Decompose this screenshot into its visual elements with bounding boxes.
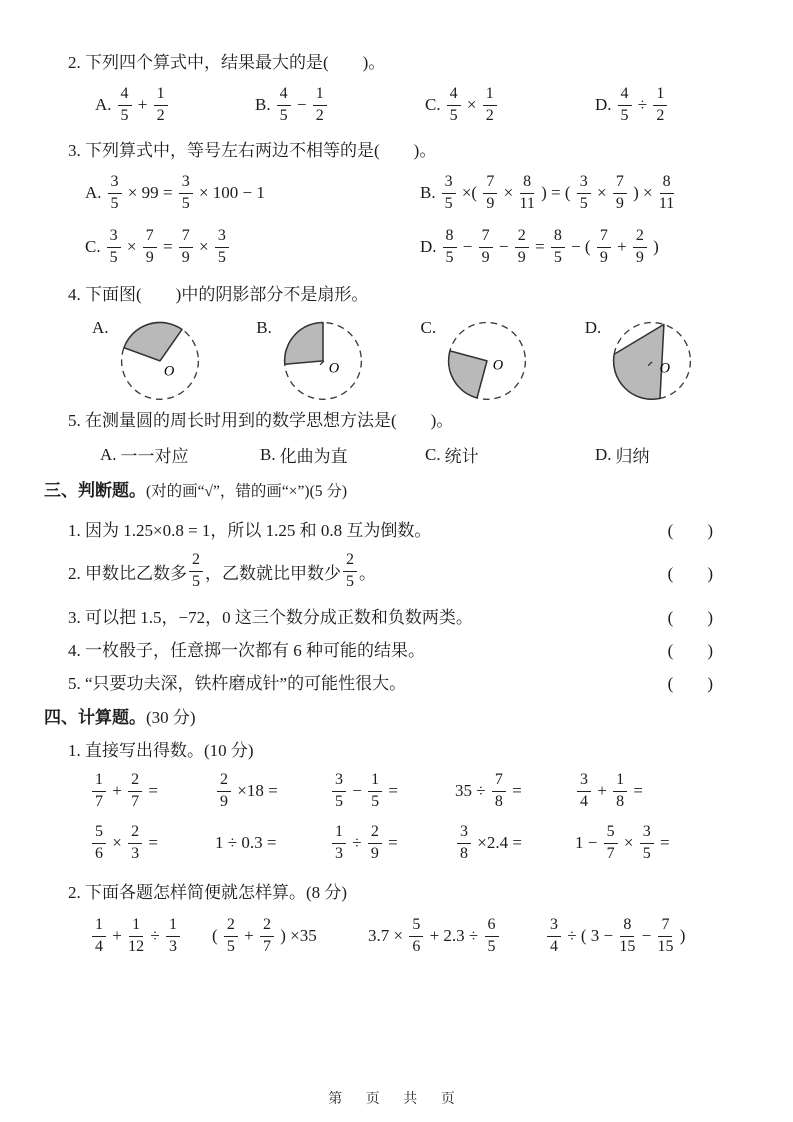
center-label: O: [492, 357, 504, 374]
fraction: $\frac{2}{9}$: [515, 228, 529, 266]
calc-problem: [90, 824, 215, 862]
expression-text: ÷ ( 3 −: [563, 926, 618, 945]
judgment-item-2: [68, 549, 749, 593]
expression-text: ，乙数就比甲数少: [205, 563, 341, 583]
expression-text: ) ×35: [276, 926, 317, 945]
expression: [212, 917, 317, 955]
question-3-options-row2: [85, 224, 749, 270]
fraction: $\frac{2}{9}$: [368, 824, 382, 862]
option-expression: [616, 86, 670, 124]
calc-sub1-heading: 1. 直接写出得数。(10 分): [68, 741, 254, 760]
option-label: D.: [420, 237, 437, 256]
expression: [215, 833, 276, 853]
q5-option-d: [595, 442, 650, 467]
expression: [368, 917, 501, 955]
option-label: C.: [425, 444, 441, 464]
fraction: $\frac{3}{5}$: [640, 824, 654, 862]
fraction: $\frac{1}{5}$: [368, 772, 382, 810]
q2-option-a: [95, 86, 255, 124]
section-4-heading: [44, 706, 749, 730]
fraction: $\frac{1}{2}$: [154, 86, 168, 124]
fraction: $\frac{5}{6}$: [92, 824, 106, 862]
option-label: A.: [85, 183, 102, 202]
calc-problem: [330, 772, 455, 810]
expression-text: =: [158, 237, 177, 256]
expression-text: +: [612, 237, 631, 256]
fraction: $\frac{6}{5}$: [485, 917, 499, 955]
expression-text: ×: [462, 95, 481, 114]
diagram-label: A.: [92, 318, 109, 337]
section-3-heading: [44, 479, 749, 504]
expression-text: ×2.4 =: [473, 833, 522, 852]
option-label: B.: [255, 95, 271, 114]
option-expression: [105, 228, 231, 266]
simplify-problem: [545, 917, 685, 955]
sector-figure-b: [274, 310, 372, 406]
fraction: $\frac{1}{2}$: [313, 86, 327, 124]
option-label: A.: [100, 444, 117, 464]
expression-text: × 100 − 1: [194, 183, 265, 202]
fraction: $\frac{7}{9}$: [613, 174, 627, 212]
option-label: A.: [95, 95, 112, 114]
q3-option-c: [85, 228, 420, 266]
simplify-problem: [90, 917, 212, 955]
center-label: O: [659, 360, 671, 377]
expression-text: 1 −: [575, 833, 602, 852]
expression-text: =: [144, 781, 158, 800]
fraction: $\frac{1}{7}$: [92, 772, 106, 810]
option-label: C.: [425, 95, 441, 114]
expression: [90, 772, 158, 810]
expression-text: − (: [566, 237, 595, 256]
circle-diagram-c: [421, 310, 585, 406]
sector-figure-a: [111, 310, 209, 406]
answer-parens: ( ): [667, 641, 713, 660]
option-label: D.: [595, 95, 612, 114]
expression: [90, 917, 182, 955]
q3-option-b: [420, 174, 676, 212]
expression-text: ÷: [348, 833, 366, 852]
judgment-item-1: [68, 516, 749, 541]
q2-option-c: [425, 86, 595, 124]
simplify-problem: [368, 917, 545, 955]
expression-text: −: [458, 237, 477, 256]
fraction: $\frac{4}{5}$: [118, 86, 132, 124]
fraction: $\frac{5}{6}$: [409, 917, 423, 955]
answer-parens: ( ): [667, 674, 713, 693]
expression-text: 4. 一枚骰子，任意掷一次都有 6 种可能的结果。: [68, 641, 425, 660]
answer-parens: ( ): [667, 521, 713, 540]
fraction: $\frac{3}{5}$: [108, 174, 122, 212]
q5-option-c: [425, 442, 595, 467]
shaded-segment: [614, 324, 664, 399]
fraction: $\frac{5}{7}$: [604, 824, 618, 862]
fraction: $\frac{3}{4}$: [547, 917, 561, 955]
expression-text: 3. 可以把 1.5，−72，0 这三个数分成正数和负数两类。: [68, 608, 473, 627]
question-5-options: [100, 442, 749, 467]
circle-diagram-b: [256, 310, 420, 406]
q5-option-a: [100, 442, 260, 467]
q3-option-d: [420, 228, 659, 266]
expression-text: =: [507, 781, 522, 800]
judgment-item-3: [68, 603, 749, 628]
expression-text: 1 ÷ 0.3 =: [215, 833, 277, 852]
fraction: $\frac{7}{9}$: [479, 228, 493, 266]
option-expression: [440, 174, 677, 212]
judgment-statement: [68, 603, 473, 628]
option-expression: [275, 86, 329, 124]
expression-text: ×: [499, 183, 518, 202]
option-expression: [441, 228, 659, 266]
option-expression: [445, 86, 499, 124]
expression-text: 3.7 ×: [368, 926, 408, 945]
expression-text: −: [637, 926, 656, 945]
shaded-sector: [449, 351, 487, 398]
fraction: $\frac{8}{5}$: [551, 228, 565, 266]
fraction: $\frac{2}{5}$: [189, 552, 203, 590]
fraction: $\frac{7}{9}$: [597, 228, 611, 266]
circle-diagram-d: [585, 310, 749, 406]
expression-text: +: [133, 95, 152, 114]
circle-diagram-a: [92, 310, 256, 406]
fraction: $\frac{8}{5}$: [443, 228, 457, 266]
expression: [575, 824, 670, 862]
fraction: $\frac{2}{3}$: [128, 824, 142, 862]
answer-parens: ( ): [667, 563, 713, 583]
section-3-title: 三、判断题。: [44, 481, 146, 500]
diagram-label: C.: [420, 318, 437, 337]
fraction: $\frac{3}{5}$: [442, 174, 456, 212]
section-3-note: (对的画“√”，错的画“×”)(5 分): [146, 483, 348, 500]
shaded-sector: [284, 322, 322, 364]
fraction: $\frac{7}{8}$: [492, 772, 506, 810]
question-4-stem: 4. 下面图( )中的阴影部分不是扇形。: [68, 285, 369, 304]
option-label: B.: [420, 183, 436, 202]
fraction: $\frac{3}{5}$: [179, 174, 193, 212]
fraction: $\frac{7}{9}$: [483, 174, 497, 212]
fraction: $\frac{7}{9}$: [179, 228, 193, 266]
calc-problem: [575, 772, 643, 810]
fraction: $\frac{3}{5}$: [332, 772, 346, 810]
calc-row-2: [90, 820, 749, 866]
expression: [330, 772, 398, 810]
option-expression: [116, 86, 170, 124]
fraction: $\frac{3}{5}$: [107, 228, 121, 266]
expression-text: 1. 因为 1.25×0.8 = 1，所以 1.25 和 0.8 互为倒数。: [68, 521, 432, 540]
calc-sub2-heading: 2. 下面各题怎样简便就怎样算。(8 分): [68, 883, 348, 902]
fraction: $\frac{1}{3}$: [332, 824, 346, 862]
diagram-label: D.: [584, 318, 602, 337]
question-4-diagrams: [92, 310, 749, 406]
expression-text: ÷: [633, 95, 652, 114]
sector-figure-d: [603, 310, 701, 406]
calc-problem: [330, 824, 455, 862]
q5-option-b: [260, 442, 425, 467]
question-3-stem: 3. 下列算式中，等号左右两边不相等的是( )。: [68, 141, 437, 160]
expression-text: +: [239, 926, 259, 945]
expression-text: +: [593, 781, 612, 800]
question-5-stem: 5. 在测量圆的周长时用到的数学思想方法是( )。: [68, 411, 454, 430]
expression-text: ×18 =: [233, 781, 278, 800]
judgment-item-5: [68, 669, 749, 694]
fraction: $\frac{2}{7}$: [128, 772, 142, 810]
expression: [90, 824, 158, 862]
shaded-sector: [123, 322, 181, 360]
calc-problem: [455, 772, 575, 810]
expression-text: ×: [122, 237, 141, 256]
question-2-options: [95, 84, 749, 126]
expression-text: ×(: [457, 183, 482, 202]
judgment-statement: [68, 516, 431, 541]
simplify-row: [90, 910, 749, 962]
fraction: $\frac{8}{11}$: [519, 173, 535, 212]
expression-text: 。: [359, 563, 376, 583]
expression-text: −: [292, 95, 311, 114]
fraction: $\frac{2}{9}$: [217, 772, 231, 810]
expression-text: ×: [194, 237, 213, 256]
fraction: $\frac{1}{12}$: [128, 916, 145, 955]
fraction: $\frac{1}{2}$: [653, 86, 667, 124]
fraction: $\frac{4}{5}$: [277, 86, 291, 124]
fraction: $\frac{8}{11}$: [658, 173, 675, 212]
expression-text: =: [655, 833, 670, 852]
answer-parens: ( ): [667, 608, 713, 627]
fraction: $\frac{7}{15}$: [657, 916, 674, 955]
expression-text: ): [648, 237, 659, 256]
expression: [455, 824, 522, 862]
section-4-title: 四、计算题。: [44, 708, 146, 727]
section-4-note: (30 分): [146, 708, 196, 727]
expression-text: =: [530, 237, 549, 256]
option-text: 统计: [444, 447, 479, 466]
expression-text: ×: [108, 833, 127, 852]
calc-problem: [215, 833, 330, 853]
fraction: $\frac{4}{5}$: [447, 86, 461, 124]
calc-problem: [575, 824, 670, 862]
fraction: $\frac{2}{5}$: [224, 917, 238, 955]
page-footer: 第 页 共 页: [328, 1092, 465, 1107]
expression-text: ÷: [146, 926, 164, 945]
option-text: 归纳: [615, 447, 650, 466]
expression-text: =: [384, 781, 398, 800]
expression-text: + 2.3 ÷: [425, 926, 483, 945]
option-expression: [106, 174, 265, 212]
expression: [575, 772, 643, 810]
question-2-stem: 2. 下列四个算式中，结果最大的是( )。: [68, 53, 386, 72]
calc-row-1: [90, 768, 749, 814]
expression-text: ×: [619, 833, 638, 852]
expression: [455, 772, 522, 810]
expression-text: ×: [592, 183, 611, 202]
expression-text: −: [494, 237, 513, 256]
center-label: O: [328, 360, 340, 377]
fraction: $\frac{1}{2}$: [483, 86, 497, 124]
expression-text: 35 ÷: [455, 781, 490, 800]
fraction: $\frac{1}{8}$: [613, 772, 627, 810]
expression-text: × 99 =: [123, 183, 177, 202]
judgment-statement: [68, 669, 406, 694]
calc-problem: [215, 772, 330, 810]
fraction: $\frac{3}{5}$: [215, 228, 229, 266]
fraction: $\frac{8}{15}$: [619, 916, 636, 955]
option-label: D.: [595, 444, 612, 464]
expression: [545, 917, 685, 955]
fraction: $\frac{3}{4}$: [577, 772, 591, 810]
option-label: C.: [85, 237, 101, 256]
fraction: $\frac{3}{5}$: [577, 174, 591, 212]
expression-text: ) ×: [628, 183, 657, 202]
center-label: O: [163, 363, 174, 380]
expression: [330, 824, 398, 862]
option-text: 一一对应: [120, 447, 189, 466]
fraction: $\frac{3}{8}$: [457, 824, 471, 862]
expression-text: ): [675, 926, 686, 945]
expression-text: ) = (: [536, 183, 575, 202]
expression-text: 5. “只要功夫深，铁杵磨成针”的可能性很大。: [68, 674, 407, 693]
expression-text: =: [629, 781, 643, 800]
calc-problem: [90, 772, 215, 810]
q2-option-d: [595, 86, 669, 124]
expression-text: 2. 甲数比乙数多: [68, 563, 187, 583]
expression-text: (: [212, 926, 222, 945]
judgment-item-4: [68, 636, 749, 661]
expression-text: +: [108, 926, 127, 945]
q2-option-b: [255, 86, 425, 124]
calc-problem: [455, 824, 575, 862]
judgment-statement: [68, 636, 425, 661]
expression-text: +: [108, 781, 127, 800]
simplify-problem: [212, 917, 368, 955]
judgment-statement: [68, 552, 376, 590]
diagram-label: B.: [256, 318, 272, 337]
fraction: $\frac{2}{5}$: [343, 552, 357, 590]
fraction: $\frac{1}{4}$: [92, 917, 106, 955]
expression-text: =: [383, 833, 398, 852]
question-3-options-row1: [85, 170, 749, 216]
fraction: $\frac{7}{9}$: [143, 228, 157, 266]
fraction: $\frac{1}{3}$: [166, 917, 180, 955]
option-label: B.: [260, 444, 276, 464]
expression-text: =: [144, 833, 158, 852]
fraction: $\frac{4}{5}$: [618, 86, 632, 124]
sector-figure-c: [438, 310, 536, 406]
expression: [215, 772, 278, 810]
fraction: $\frac{2}{9}$: [633, 228, 647, 266]
expression-text: −: [348, 781, 367, 800]
fraction: $\frac{2}{7}$: [260, 917, 274, 955]
option-text: 化曲为直: [279, 447, 348, 466]
q3-option-a: [85, 174, 420, 212]
